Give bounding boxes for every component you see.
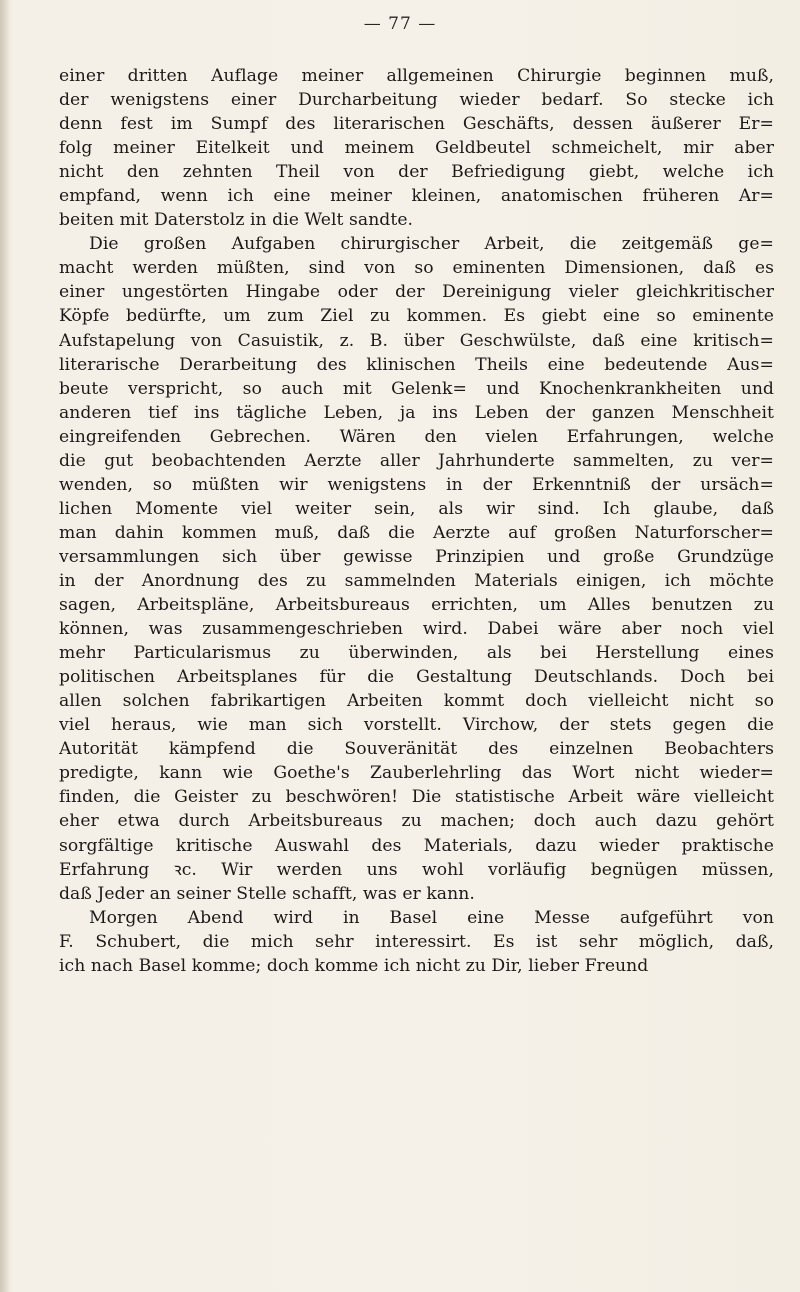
text-line: nicht den zehnten Theil von der Befriedigung giebt, welche ich — [59, 162, 774, 183]
text-line: politischen Arbeitsplanes für die Gestaltung Deutschlands. Doch bei — [59, 667, 774, 688]
text-line: daß Jeder an seiner Stelle schafft, was er kann. — [59, 883, 475, 904]
page-number: — 77 — — [363, 14, 437, 34]
text-line: Aufstapelung von Casuistik, z. B. über Geschwülste, daß eine kritisch= — [59, 330, 774, 351]
text-line: man dahin kommen muß, daß die Aerzte auf großen Naturforscher= — [59, 522, 774, 543]
text-line: viel heraus, wie man sich vorstellt. Virchow, der stets gegen die — [59, 715, 774, 736]
text-line: allen solchen fabrikartigen Arbeiten kommt doch vielleicht nicht so — [59, 691, 774, 712]
text-line: literarische Derarbeitung des klinischen Theils eine bedeutende Aus= — [59, 354, 774, 375]
text-line: beiten mit Daterstolz in die Welt sandte. — [59, 210, 414, 231]
text-line: finden, die Geister zu beschwören! Die statistische Arbeit wäre vielleicht — [59, 787, 774, 808]
text-line: ich nach Basel komme; doch komme ich nicht zu Dir, lieber Freund — [59, 955, 649, 976]
text-line: sagen, Arbeitspläne, Arbeitsbureaus errichten, um Alles benutzen zu — [59, 595, 774, 616]
text-line: Erfahrung ꝛc. Wir werden uns wohl vorläufig begnügen müssen, — [59, 859, 774, 880]
text-line: einer ungestörten Hingabe oder der Dereinigung vieler gleichkritischer — [59, 282, 774, 303]
text-line: Autorität kämpfend die Souveränität des einzelnen Beobachters — [59, 739, 774, 760]
text-line: der wenigstens einer Durcharbeitung wieder bedarf. So stecke ich — [59, 90, 774, 111]
text-line: macht werden müßten, sind von so eminenten Dimensionen, daß es — [59, 258, 774, 279]
text-line: sorgfältige kritische Auswahl des Materials, dazu wieder praktische — [59, 835, 774, 856]
text-line: können, was zusammengeschrieben wird. Dabei wäre aber noch viel — [59, 619, 774, 640]
text-line: Morgen Abend wird in Basel eine Messe aufgeführt von — [89, 907, 774, 928]
text-line: beute verspricht, so auch mit Gelenk= und Knochenkrankheiten und — [59, 378, 774, 399]
text-line: eingreifenden Gebrechen. Wären den vielen Erfahrungen, welche — [59, 426, 774, 447]
body-text — [59, 64, 774, 978]
text-line: Köpfe bedürfte, um zum Ziel zu kommen. Es giebt eine so eminente — [59, 306, 774, 327]
text-line: in der Anordnung des zu sammelnden Materials einigen, ich möchte — [59, 570, 774, 591]
text-line: die gut beobachtenden Aerzte aller Jahrhunderte sammelten, zu ver= — [59, 450, 774, 471]
text-line: predigte, kann wie Goethe's Zauberlehrling das Wort nicht wieder= — [59, 763, 774, 784]
text-line: anderen tief ins tägliche Leben, ja ins Leben der ganzen Menschheit — [59, 402, 774, 423]
text-line: Die großen Aufgaben chirurgischer Arbeit, die zeitgemäß ge= — [89, 234, 774, 255]
text-line: folg meiner Eitelkeit und meinem Geldbeutel schmeichelt, mir aber — [59, 138, 774, 159]
gutter-shadow — [0, 0, 10, 1292]
text-line: wenden, so müßten wir wenigstens in der Erkenntniß der ursäch= — [59, 474, 774, 495]
text-line: F. Schubert, die mich sehr interessirt. Es ist sehr möglich, daß, — [59, 931, 774, 952]
text-line: einer dritten Auflage meiner allgemeinen Chirurgie beginnen muß, — [59, 66, 774, 86]
text-line: lichen Momente viel weiter sein, als wir sind. Ich glaube, daß — [59, 498, 774, 519]
text-line: mehr Particularismus zu überwinden, als bei Herstellung eines — [59, 643, 774, 664]
text-line: empfand, wenn ich eine meiner kleinen, anatomischen früheren Ar= — [59, 186, 774, 207]
text-line: eher etwa durch Arbeitsbureaus zu machen; doch auch dazu gehört — [59, 811, 774, 832]
text-line: denn fest im Sumpf des literarischen Geschäfts, dessen äußerer Er= — [59, 114, 774, 135]
text-line: versammlungen sich über gewisse Prinzipien und große Grundzüge — [59, 546, 774, 567]
